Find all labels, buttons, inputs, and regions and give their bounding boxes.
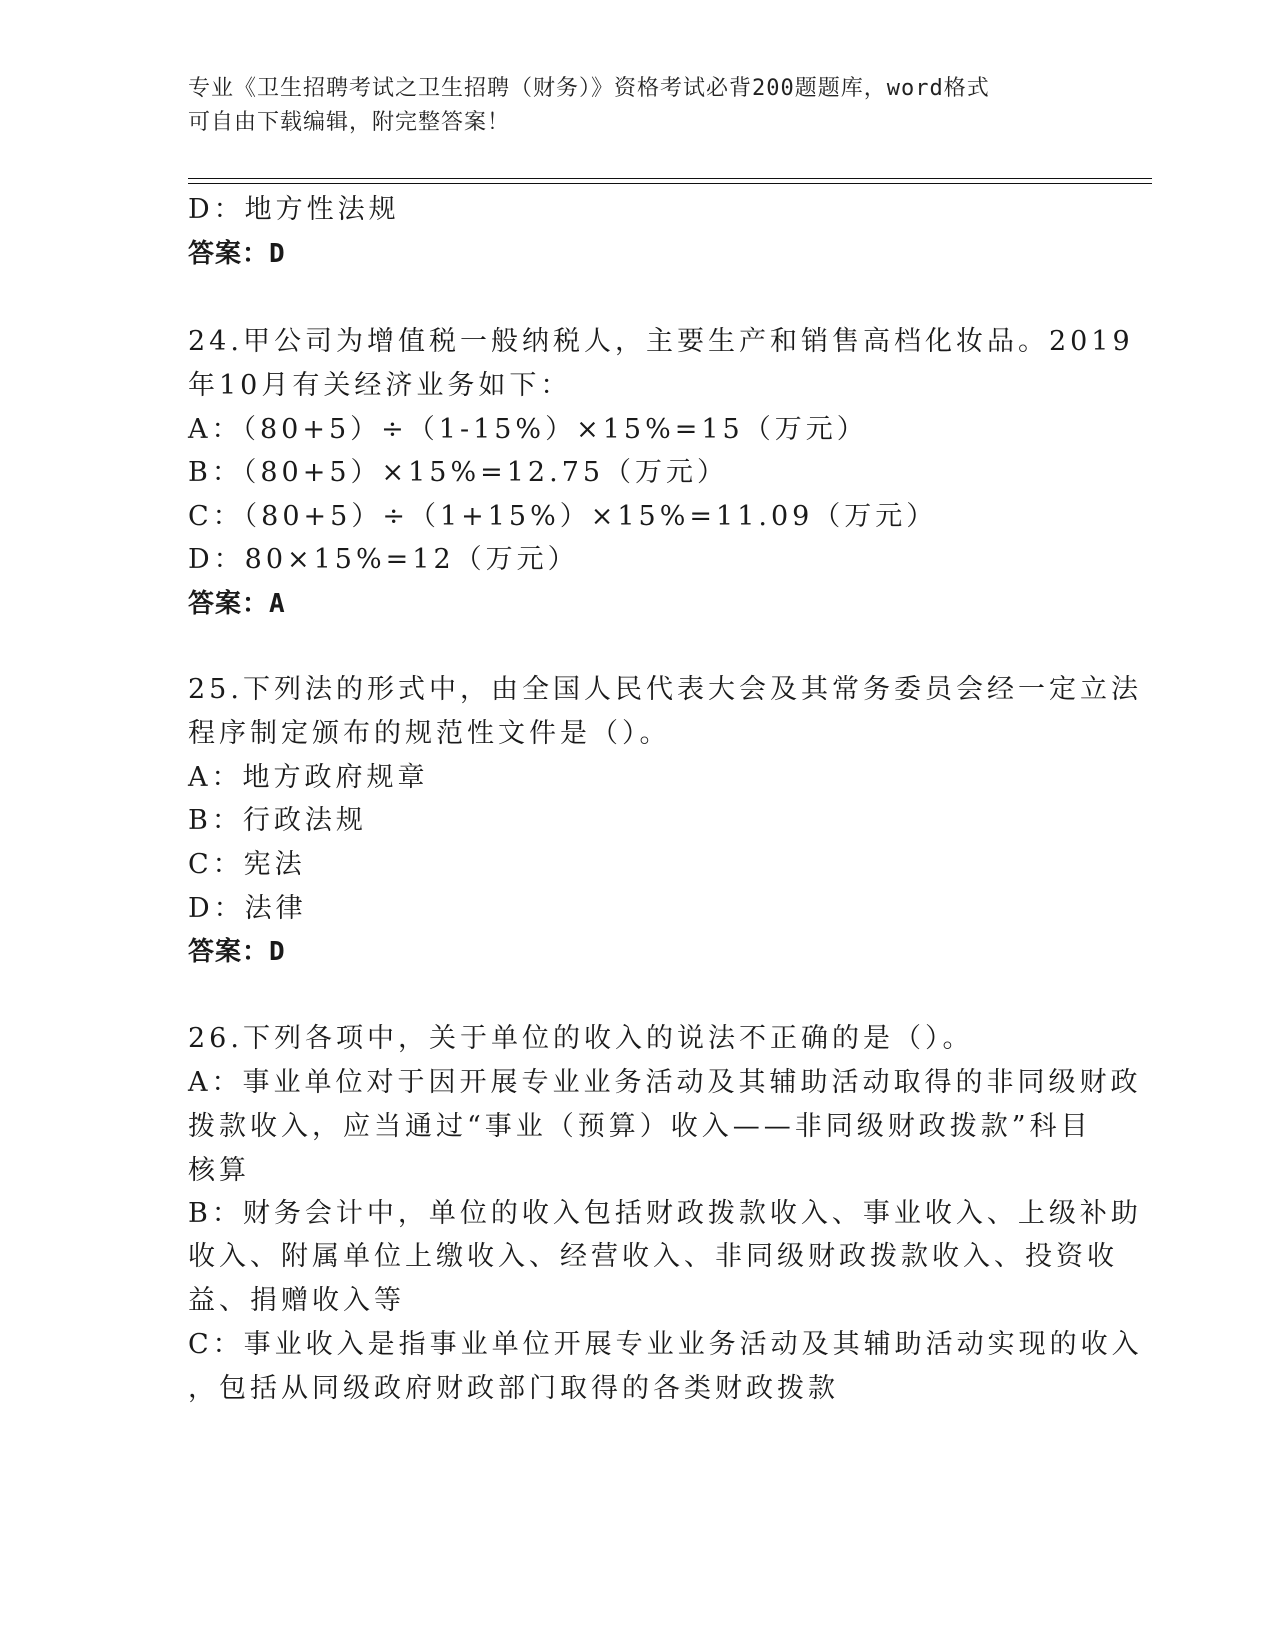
- q26-option-b-line-3: 益、捐赠收入等: [188, 1285, 405, 1316]
- header-divider-top: [188, 178, 1152, 179]
- q26-option-b-line-1: B：财务会计中，单位的收入包括财政拨款收入、事业收入、上级补助: [188, 1198, 1142, 1229]
- q24-answer: 答案：A: [188, 589, 286, 619]
- header-divider-bottom: [188, 183, 1152, 184]
- document-header: [188, 72, 1068, 140]
- q24-stem-line-2: 年10月有关经济业务如下：: [188, 370, 572, 401]
- q25-stem-line-1: 25.下列法的形式中，由全国人民代表大会及其常务委员会经一定立法: [188, 674, 1142, 705]
- q24-option-a: A：（80+5）÷（1-15%）×15%=15（万元）: [188, 414, 868, 445]
- q24-stem-line-1: 24.甲公司为增值税一般纳税人，主要生产和销售高档化妆品。2019: [188, 326, 1134, 357]
- q26-option-a-line-3: 核算: [188, 1155, 250, 1186]
- header-line-2: 可自由下载编辑，附完整答案！: [188, 110, 511, 135]
- q26-option-c-line-1: C：事业收入是指事业单位开展专业业务活动及其辅助活动实现的收入: [188, 1329, 1143, 1360]
- q26-option-c-line-2: ，包括从同级政府财政部门取得的各类财政拨款: [188, 1373, 839, 1404]
- q23-answer: 答案：D: [188, 239, 286, 269]
- q26-option-a-line-2: 拨款收入，应当通过“事业（预算）收入——非同级财政拨款”科目: [188, 1111, 1092, 1142]
- q25-option-d: D：法律: [188, 893, 307, 924]
- q26-option-b-line-2: 收入、附属单位上缴收入、经营收入、非同级财政拨款收入、投资收: [188, 1241, 1118, 1272]
- q24-option-c: C：（80+5）÷（1+15%）×15%=11.09（万元）: [188, 501, 938, 532]
- q23-option-d: D：地方性法规: [188, 194, 400, 225]
- q25-option-b: B：行政法规: [188, 805, 367, 836]
- q26-option-a-line-1: A：事业单位对于因开展专业业务活动及其辅助活动取得的非同级财政: [188, 1067, 1142, 1098]
- header-line-1: 专业《卫生招聘考试之卫生招聘（财务）》资格考试必背200题题库，word格式: [188, 76, 990, 101]
- q25-stem-line-2: 程序制定颁布的规范性文件是（）。: [188, 718, 671, 749]
- q25-option-c: C：宪法: [188, 849, 306, 880]
- q24-option-b: B：（80+5）×15%=12.75（万元）: [188, 457, 729, 488]
- q24-option-d: D：80×15%=12（万元）: [188, 544, 579, 575]
- q25-answer: 答案：D: [188, 937, 286, 967]
- q26-stem: 26.下列各项中，关于单位的收入的说法不正确的是（）。: [188, 1023, 974, 1054]
- q25-option-a: A：地方政府规章: [188, 762, 429, 793]
